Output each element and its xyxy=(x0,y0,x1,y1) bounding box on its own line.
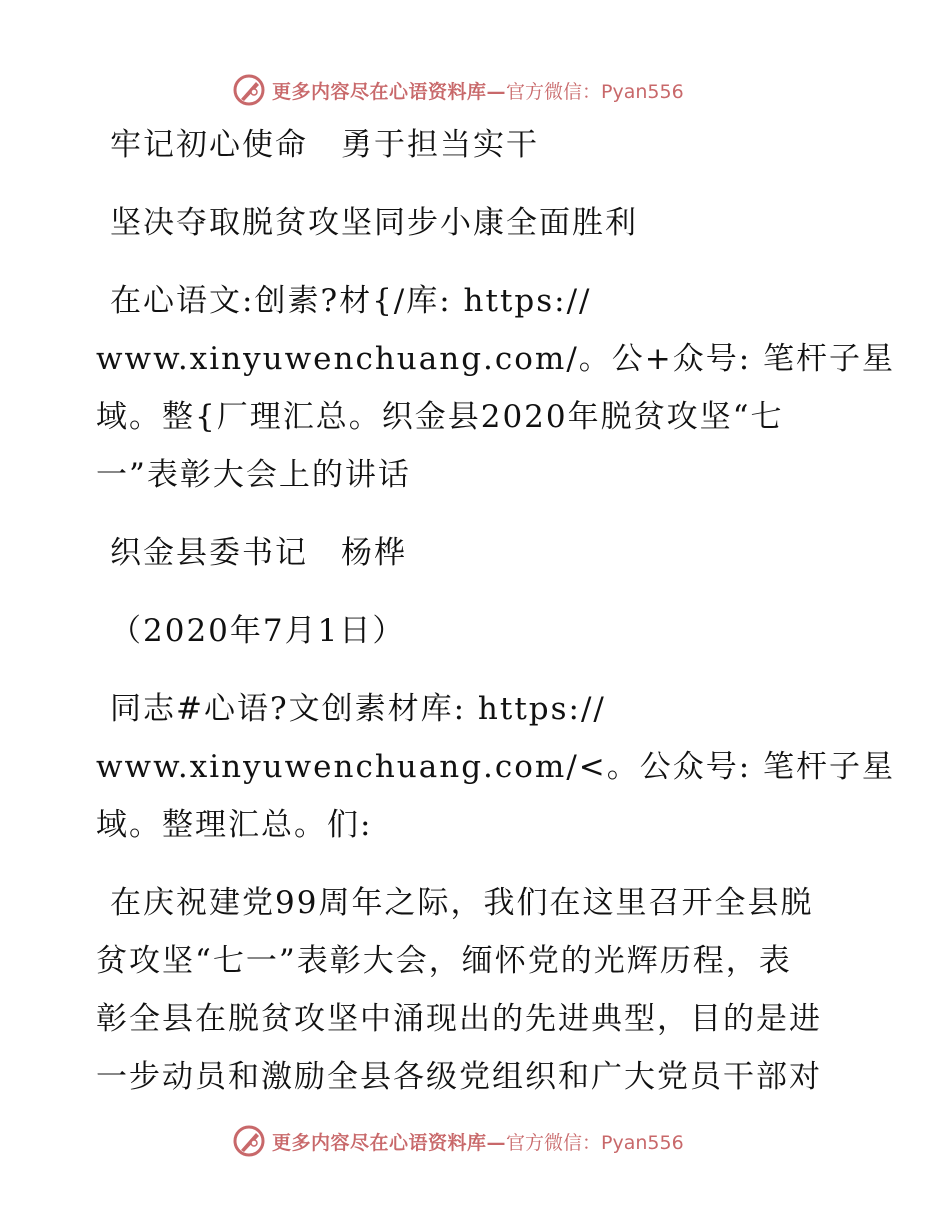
title-line-1: 牢记初心使命 勇于担当实干 xyxy=(110,127,539,163)
header-watermark-wechat: 官方微信：Pyan556 xyxy=(506,80,684,103)
paragraph-line: www.xinyuwenchuang.com/。公+众号: 笔杆子星 xyxy=(96,341,896,377)
paragraph-line: 一步动员和激励全县各级党组织和广大党员干部对 xyxy=(96,1059,822,1095)
paragraph-line: 彰全县在脱贫攻坚中涌现出的先进典型，目的是进 xyxy=(96,1001,822,1037)
header-watermark-text: 更多内容尽在心语资料库— xyxy=(272,80,507,103)
pen-logo-icon xyxy=(232,73,266,107)
document-body xyxy=(96,116,896,1106)
greeting-paragraph xyxy=(96,680,896,854)
paragraph-line: 域。整理汇总。们: xyxy=(96,807,373,843)
paragraph-line: 一”表彰大会上的讲话 xyxy=(96,457,411,493)
paragraph-line: 域。整{厂理汇总。织金县2020年脱贫攻坚“七 xyxy=(96,399,784,435)
paragraph-line: 在庆祝建党99周年之际，我们在这里召开全县脱 xyxy=(110,885,814,921)
paragraph-line: www.xinyuwenchuang.com/<。公众号: 笔杆子星 xyxy=(96,749,896,785)
body-paragraph xyxy=(96,874,876,1106)
footer-watermark xyxy=(232,1121,732,1161)
date-line: （2020年7月1日） xyxy=(110,613,406,649)
header-watermark xyxy=(232,70,732,110)
paragraph-line: 贫攻坚“七一”表彰大会，缅怀党的光辉历程，表 xyxy=(96,943,792,979)
author-line: 织金县委书记 杨桦 xyxy=(110,535,407,571)
title-line-2: 坚决夺取脱贫攻坚同步小康全面胜利 xyxy=(110,205,638,241)
footer-watermark-text: 更多内容尽在心语资料库— xyxy=(272,1131,507,1154)
pen-logo-icon xyxy=(232,1124,266,1158)
paragraph-line: 在心语文:创素?材{/库: https:// xyxy=(110,283,592,319)
footer-watermark-wechat: 官方微信：Pyan556 xyxy=(506,1131,684,1154)
paragraph-line: 同志#心语?文创素材库: https:// xyxy=(110,691,606,727)
source-note-paragraph xyxy=(96,272,896,504)
